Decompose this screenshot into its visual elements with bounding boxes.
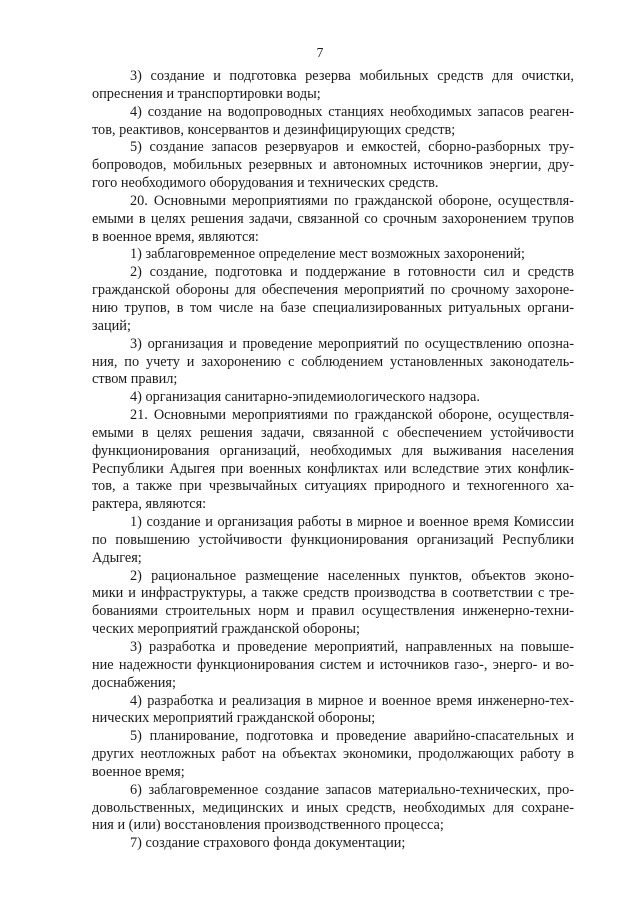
text-line: довольственных, медицинских и иных средств, необходимых для сохране- [92, 799, 574, 816]
text-line: рактера, являются: [92, 496, 207, 513]
text-line: 20. Основными мероприятиями по гражданской обороне, осуществля- [130, 192, 574, 209]
text-line: 5) планирование, подготовка и проведение аварийно-спасательных и [130, 728, 574, 745]
text-line: 4) организация санитарно-эпидемиологического надзора. [130, 389, 480, 406]
text-line: ние надежности функционирования систем и источников газо-, энерго- и во- [92, 656, 574, 673]
text-line: ния и (или) восстановления производственного процесса; [92, 817, 444, 834]
text-line: 5) создание запасов резервуаров и емкостей, сборно-разборных тру- [130, 139, 574, 156]
text-line: в военное время, являются: [92, 228, 259, 245]
text-line: по повышению устойчивости функционирования организаций Республики [92, 531, 574, 548]
text-line: 3) разработка и проведение мероприятий, направленных на повыше- [130, 639, 574, 655]
text-line: 1) создание и организация работы в мирное и военное время Комиссии [130, 514, 574, 531]
text-line: бованиями строительных норм и правил осуществления инженерно-техни- [92, 603, 574, 620]
document-body [92, 68, 574, 853]
text-line: опреснения и транспортировки воды; [92, 85, 321, 102]
text-line: тов, реактивов, консервантов и дезинфицирующих средств; [92, 121, 456, 138]
text-line: 2) создание, подготовка и поддержание в готовности сил и средств [130, 264, 574, 281]
text-line: гого необходимого оборудования и технических средств. [92, 175, 439, 192]
text-line: 21. Основными мероприятиями по гражданской обороне, осуществля- [130, 407, 574, 424]
text-line: тов, а также при чрезвычайных ситуациях природного и техногенного ха- [92, 478, 574, 495]
text-line: нию трупов, в том числе на базе специализированных ритуальных органи- [92, 299, 574, 316]
text-line: других неотложных работ на объектах экономики, продолжающих работу в [92, 746, 574, 763]
text-line: 3) создание и подготовка резерва мобильных средств для очистки, [130, 68, 574, 84]
text-line: ством правил; [92, 371, 178, 388]
text-line: 1) заблаговременное определение мест возможных захоронений; [130, 246, 525, 263]
page-number: 7 [316, 45, 324, 60]
text-line: 2) рациональное размещение населенных пунктов, объектов эконо- [130, 567, 574, 584]
text-line: 6) заблаговременное создание запасов материально-технических, про- [130, 781, 574, 798]
text-line: ния, по учету и захоронению с соблюдением установленных законодатель- [92, 353, 574, 370]
text-line: мики и инфраструктуры, а также средств производства в соответствии с тре- [92, 585, 574, 602]
text-line: бопроводов, мобильных резервных и автономных источников энергии, дру- [92, 157, 574, 174]
text-line: 7) создание страхового фонда документации; [130, 835, 406, 852]
text-line: функционирования организаций, необходимых для выживания населения [92, 442, 574, 459]
text-line: доснабжения; [92, 674, 176, 691]
text-line: гражданской обороны для обеспечения мероприятий по срочному захороне- [92, 282, 574, 299]
text-line: нических мероприятий гражданской обороны; [92, 710, 376, 727]
text-line: емыми в целях решения задачи, связанной с обеспечением устойчивости [92, 424, 574, 441]
text-line: 3) организация и проведение мероприятий по осуществлению опозна- [130, 335, 574, 352]
text-line: Адыгея; [92, 549, 142, 566]
text-line: ческих мероприятий гражданской обороны; [92, 621, 360, 638]
text-line: 4) разработка и реализация в мирное и военное время инженерно-тех- [130, 692, 574, 709]
text-line: заций; [92, 317, 131, 334]
text-line: емыми в целях решения задачи, связанной со срочным захоронением трупов [92, 210, 574, 227]
text-line: военное время; [92, 763, 185, 780]
text-line: 4) создание на водопроводных станциях необходимых запасов реаген- [130, 103, 574, 120]
text-line: Республики Адыгея при военных конфликтах или вследствие этих конфлик- [92, 460, 574, 477]
